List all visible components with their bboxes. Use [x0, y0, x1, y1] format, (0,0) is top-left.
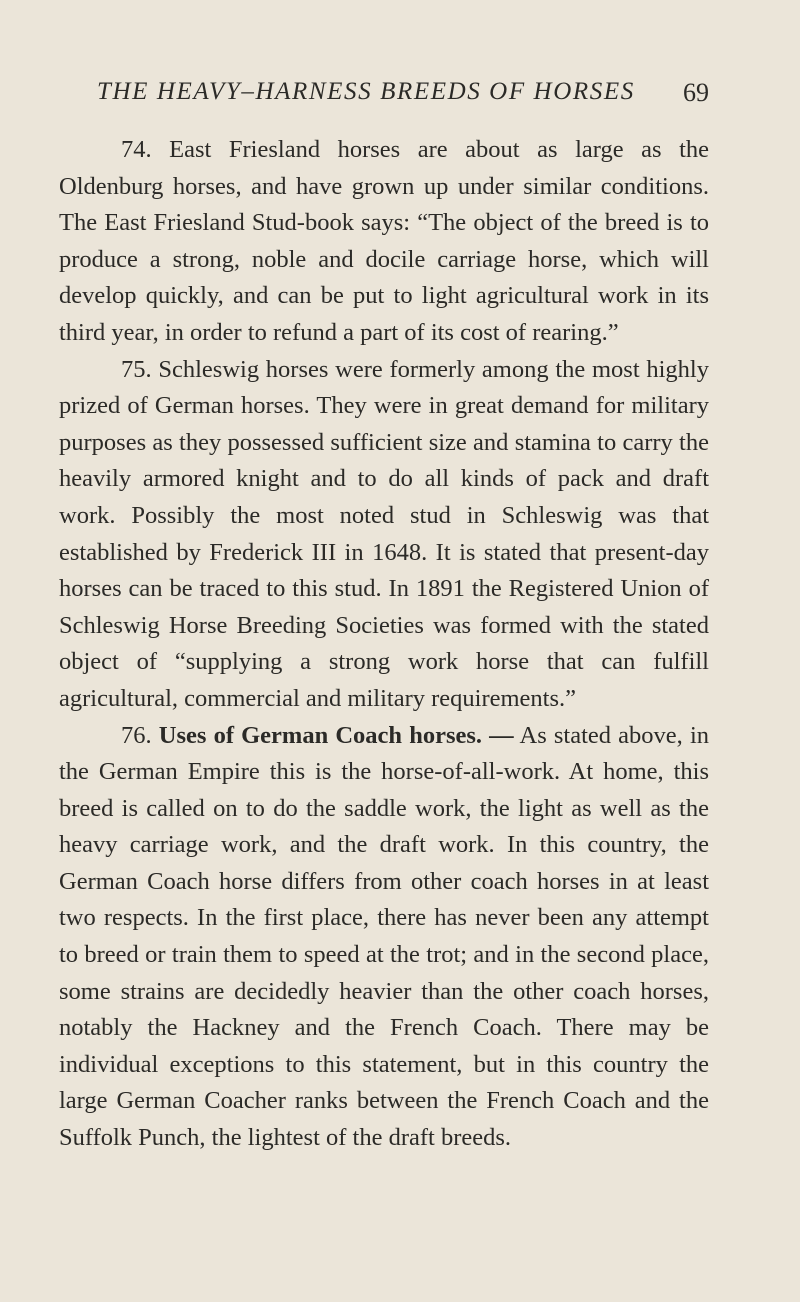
paragraph-number: 74.: [121, 136, 152, 163]
page-number: 69: [683, 78, 709, 107]
paragraph-number: 76.: [121, 721, 152, 749]
paragraph-76: [59, 718, 709, 1157]
running-title: THE HEAVY–HARNESS BREEDS OF HORSES: [97, 78, 635, 105]
paragraph-number: 75.: [121, 355, 152, 383]
paragraph-74: [59, 132, 709, 352]
paragraph-text: Schleswig horses were formerly among the most highly prized of German horses. They were in great demand for military purposes as they possessed sufficient size and stamina to carry the heavily armored knight and to do all kinds of pack and draft work. Possibly the most noted stud in Schleswig was that established by Frederick III in 1648. It is stated that present-day horses can be traced to this stud. In 1891 the Registered Union of Schleswig Horse Breeding Societies was formed with the stated object of “supplying a strong work horse that can fulfill agricultural, commercial and military requirements.”: [59, 355, 709, 712]
body-text: [59, 132, 709, 1157]
paragraph-text: As stated above, in the German Empire this is the horse-of-all-work. At home, this breed is called on to do the saddle work, the light as well as the heavy carriage work, and the draft work. In this country, the German Coach horse differs from other coach horses in at least two respects. In the first place, there has never been any attempt to breed or train them to speed at the trot; and in the second place, some strains are decidedly heavier than the other coach horses, notably the Hackney and the French Coach. There may be individual exceptions to this statement, but in this country the large German Coacher ranks between the French Coach and the Suffolk Punch, the lightest of the draft breeds.: [59, 721, 710, 1152]
paragraph-heading: Uses of German Coach horses. —: [158, 721, 514, 749]
paragraph-75: [59, 352, 709, 718]
paragraph-text: East Friesland horses are about as large as the Oldenburg horses, and have grown up under similar conditions. The East Friesland Stud-book says: “The object of the breed is to produce a strong, noble and docile carriage horse, which will develop quickly, and can be put to light agricultural work in its third year, in order to refund a part of its cost of rearing.”: [59, 136, 710, 346]
running-head: [97, 78, 709, 118]
